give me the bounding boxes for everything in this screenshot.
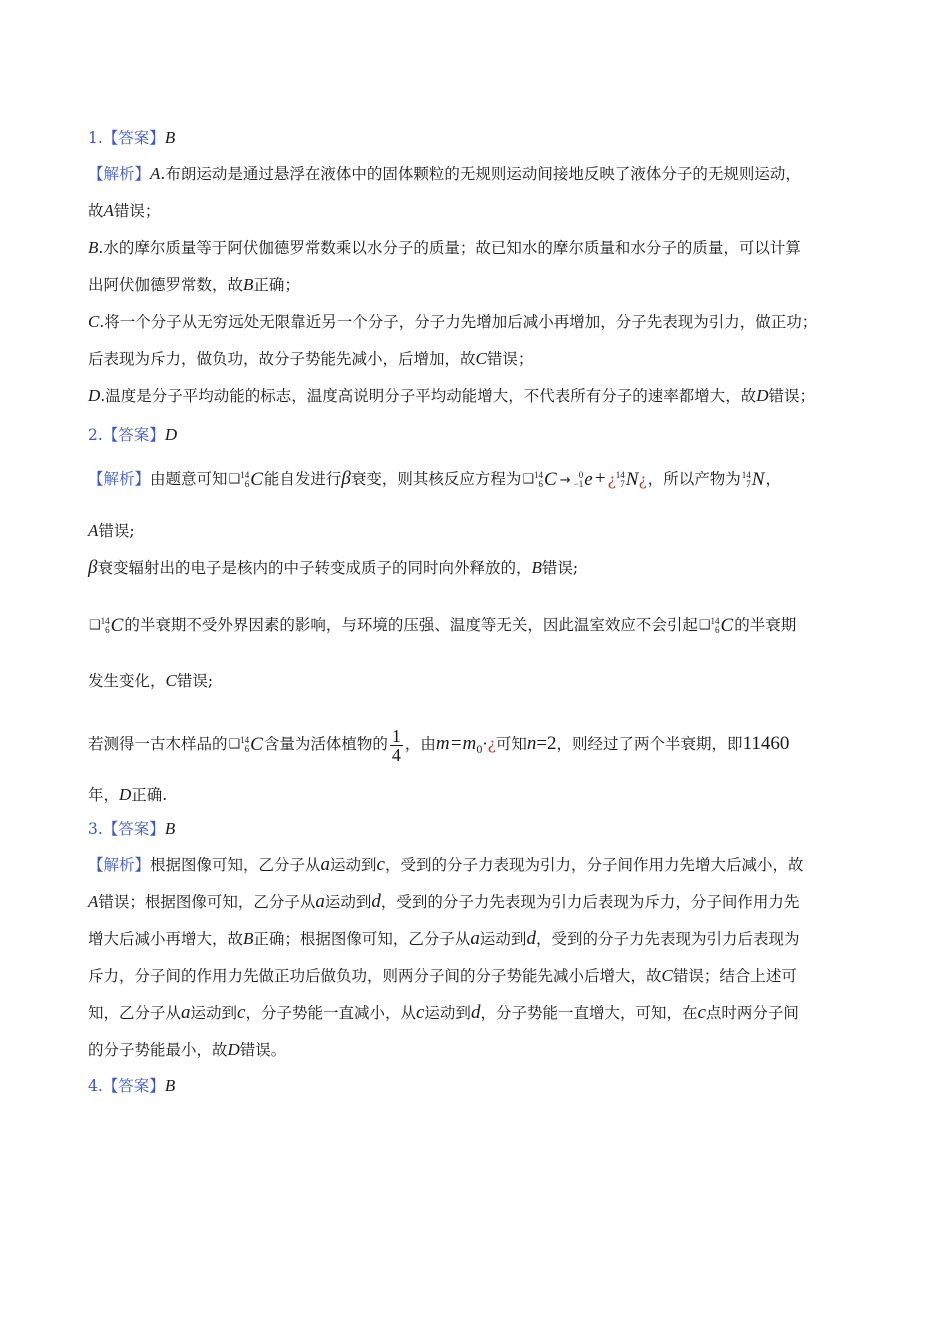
q1-answer-line (88, 127, 175, 149)
q3-answer: B (164, 819, 176, 838)
text: 含量为活体植物的 (263, 735, 388, 753)
q2-number: 2. (88, 426, 103, 444)
text: 若测得一古木样品的 (88, 735, 228, 753)
beta-symbol: β (88, 557, 98, 578)
var-c: c (237, 1002, 246, 1023)
text: 错误； (768, 387, 816, 405)
q1-option-c-text: .将一个分子从无穷远处无限靠近另一个分子，分子力先增加后减小再增加，分子先表现为引力，做正功； (99, 313, 818, 331)
var-a: a (470, 928, 480, 949)
text: 错误。 (239, 1041, 287, 1059)
mass-number: 14 (741, 470, 751, 480)
q4-answer: B (164, 1076, 176, 1095)
q2-answer-tag: 【答案】 (102, 426, 165, 444)
text: 错误；根据图像可知，乙分子从 (98, 893, 316, 911)
text: ，受到的分子力先表现为引力后表现为 (535, 930, 800, 948)
atomic-number: 7 (620, 479, 625, 489)
atomic-number: 6 (244, 479, 250, 489)
element-symbol: C (110, 615, 124, 636)
text: 由题意可知 (150, 470, 228, 488)
letter: C (165, 671, 177, 690)
text: ，分子势能一直增大，可知，在 (480, 1004, 698, 1022)
letter: D (119, 785, 132, 804)
var-d: d (470, 1002, 481, 1023)
text: 的分子势能最小，故 (88, 1041, 228, 1059)
var-a: a (181, 1002, 191, 1023)
text: 错误; (98, 522, 135, 540)
q2-analysis-line-2 (88, 520, 135, 542)
element-symbol: C (250, 469, 263, 490)
text: 运动到 (330, 856, 377, 874)
var-a: a (320, 854, 331, 875)
q1-analysis-line-7 (88, 385, 815, 407)
mass-number: 14 (534, 470, 544, 480)
var-m: m (435, 733, 450, 754)
q3-analysis-line-5 (88, 1002, 799, 1024)
q1-analysis-line-1 (88, 163, 801, 185)
q1-analysis-tag: 【解析】 (88, 165, 151, 183)
text: ，受到的分子力表现为引力，分子间作用力先增大后减小，故 (384, 856, 804, 874)
text: ， (765, 470, 781, 488)
q2-answer-line (88, 424, 177, 446)
text: 错误； (486, 350, 534, 368)
q2-analysis-line-3 (88, 557, 578, 579)
dot: · (482, 735, 488, 753)
q3-analysis-line-1 (88, 854, 804, 876)
carbon-14-nuclide (699, 611, 733, 641)
q4-answer-tag: 【答案】 (102, 1077, 165, 1095)
text: 知，乙分子从 (88, 1004, 182, 1022)
letter: A (88, 892, 99, 911)
var-c: c (376, 854, 385, 875)
text: 错误; (541, 559, 579, 577)
text: 可知 (495, 735, 527, 753)
atomic-number: 6 (715, 625, 720, 635)
equals-two: =2 (536, 733, 557, 754)
atomic-number: −1 (573, 479, 584, 489)
q2-analysis-line-5 (88, 670, 213, 692)
q2-analysis-line-7 (88, 784, 167, 806)
q1-analysis-line-4 (88, 274, 300, 296)
text: 后表现为斥力，做负功，故分子势能先减小，后增加，故 (88, 350, 476, 368)
element-symbol: C (250, 734, 263, 755)
text: 故 (88, 202, 104, 220)
reaction-arrow: → (559, 473, 571, 488)
q1-answer-tag: 【答案】 (102, 129, 165, 147)
placeholder-box: ❑ (228, 472, 241, 487)
text: 根据图像可知，乙分子从 (150, 856, 321, 874)
q3-analysis-line-3 (88, 928, 799, 950)
var-n: n (526, 733, 537, 754)
var-a: a (315, 891, 325, 912)
mass-number: 14 (710, 616, 720, 626)
q1-number: 1. (88, 129, 103, 147)
fraction-one-quarter (390, 727, 403, 764)
element-symbol: N (625, 469, 639, 490)
text: 错误； (113, 202, 161, 220)
equals: = (449, 733, 463, 754)
letter: A (103, 201, 114, 220)
text: ，由 (404, 735, 436, 753)
q2-analysis-line-6 (88, 722, 789, 773)
letter: B (243, 929, 254, 948)
q1-answer: B (164, 128, 176, 147)
product-nitrogen-14 (742, 465, 765, 495)
q1-option-a-letter: A (150, 164, 161, 183)
text: 的半衰期 (734, 616, 797, 634)
years-value: 11460 (742, 733, 790, 754)
letter: D (756, 386, 769, 405)
atomic-number: 6 (244, 744, 250, 754)
text: 正确. (131, 786, 168, 804)
carbon-14-nuclide (89, 611, 123, 641)
text: 年， (88, 786, 120, 804)
text: 运动到 (324, 893, 372, 911)
text: 运动到 (190, 1004, 238, 1022)
q2-analysis-line-4 (88, 610, 796, 641)
carbon-14-nuclide (229, 465, 263, 495)
element-symbol: C (720, 615, 734, 636)
q3-analysis-tag: 【解析】 (88, 856, 151, 874)
letter: B (531, 558, 542, 577)
render-glitch: ¿ (607, 471, 616, 489)
subscript: 0 (476, 745, 483, 757)
equation-carbon-14 (522, 465, 556, 495)
q3-analysis-line-2 (88, 891, 799, 913)
q3-number: 3. (88, 820, 103, 838)
text: 发生变化， (88, 672, 166, 690)
var-d: d (371, 891, 381, 912)
text: 运动到 (479, 930, 527, 948)
q1-option-c-letter: C (88, 312, 100, 331)
mass-number: 14 (100, 616, 110, 626)
q2-answer: D (164, 425, 178, 444)
q2-analysis-line-1 (88, 464, 781, 496)
nitrogen-14-nuclide (607, 465, 646, 495)
mass-number: 14 (240, 735, 250, 745)
mass-number: 14 (240, 470, 250, 480)
placeholder-box: ❑ (522, 472, 535, 487)
text: 衰变辐射出的电子是核内的中子转变成质子的同时向外释放的， (97, 559, 532, 577)
text: 衰变，则其核反应方程为 (350, 470, 522, 488)
mass-number: 14 (615, 470, 625, 480)
electron-symbol (574, 465, 593, 495)
letter: D (227, 1040, 240, 1059)
q1-analysis-line-5 (88, 311, 817, 333)
atomic-number: 6 (105, 625, 110, 635)
text: 的半衰期不受外界因素的影响，与环境的压强、温度等无关，因此温室效应不会引起 (124, 616, 698, 634)
var-c: c (415, 1002, 425, 1023)
text: ，则经过了两个半衰期，即 (556, 735, 743, 753)
q4-answer-line (88, 1075, 175, 1097)
q3-answer-tag: 【答案】 (102, 820, 165, 838)
q1-analysis-line-3 (88, 237, 801, 259)
placeholder-box: ❑ (698, 618, 711, 633)
text: 增大后减小再增大，故 (88, 930, 244, 948)
text: 能自发进行 (263, 470, 342, 488)
var-d: d (526, 928, 536, 949)
q1-option-b-text: .水的摩尔质量等于阿伏伽德罗常数乘以水分子的质量；故已知水的摩尔质量和水分子的质量，可以计算 (98, 239, 801, 257)
text: ，分子势能一直减小，从 (245, 1004, 416, 1022)
text: 斥力，分子间的作用力先做正功后做负功，则两分子间的分子势能先减小后增大，故 (88, 967, 662, 985)
text: ，受到的分子力先表现为引力后表现为斥力，分子间作用力先 (380, 893, 800, 911)
var-c: c (697, 1002, 706, 1023)
element-symbol: C (544, 469, 557, 490)
q1-option-d-letter: D (88, 386, 101, 405)
letter: A (88, 521, 99, 540)
q2-analysis-tag: 【解析】 (88, 470, 151, 488)
denominator: 4 (391, 744, 401, 765)
q3-answer-line (88, 818, 175, 840)
beta-symbol: β (341, 468, 351, 489)
text: 运动到 (424, 1004, 471, 1022)
q1-option-d-text: .温度是分子平均动能的标志，温度高说明分子平均动能增大，不代表所有分子的速率都增大，故 (100, 387, 757, 405)
text: 正确；根据图像可知，乙分子从 (253, 930, 471, 948)
text: 出阿伏伽德罗常数，故 (88, 276, 244, 294)
letter: C (475, 349, 487, 368)
q1-option-b-letter: B (88, 238, 99, 257)
letter: C (661, 966, 673, 985)
q1-option-a-text: .布朗运动是通过悬浮在液体中的固体颗粒的无规则运动间接地反映了液体分子的无规则运动， (160, 165, 801, 183)
carbon-14-nuclide (229, 723, 263, 767)
render-glitch: ¿ (638, 471, 647, 489)
placeholder-box: ❑ (228, 737, 241, 752)
text: 错误; (176, 672, 214, 690)
text: 点时两分子间 (705, 1004, 799, 1022)
plus-sign: + (593, 468, 607, 489)
element-symbol: N (751, 469, 765, 490)
atomic-number: 7 (746, 479, 751, 489)
q3-analysis-line-6 (88, 1039, 286, 1061)
numerator: 1 (391, 725, 401, 746)
q1-analysis-line-2 (88, 200, 160, 222)
q4-number: 4. (88, 1077, 103, 1095)
render-glitch: ¿ (487, 735, 496, 753)
q3-analysis-line-4 (88, 965, 797, 987)
text: 正确； (253, 276, 300, 294)
element-symbol: e (584, 469, 593, 490)
q1-analysis-line-6 (88, 348, 533, 370)
letter: B (243, 275, 254, 294)
placeholder-box: ❑ (89, 618, 101, 633)
atomic-number: 6 (538, 479, 544, 489)
var-m0: m (462, 733, 477, 754)
text: ，所以产物为 (647, 470, 741, 488)
text: 错误；结合上述可 (672, 967, 797, 985)
mass-number: 0 (578, 470, 584, 480)
